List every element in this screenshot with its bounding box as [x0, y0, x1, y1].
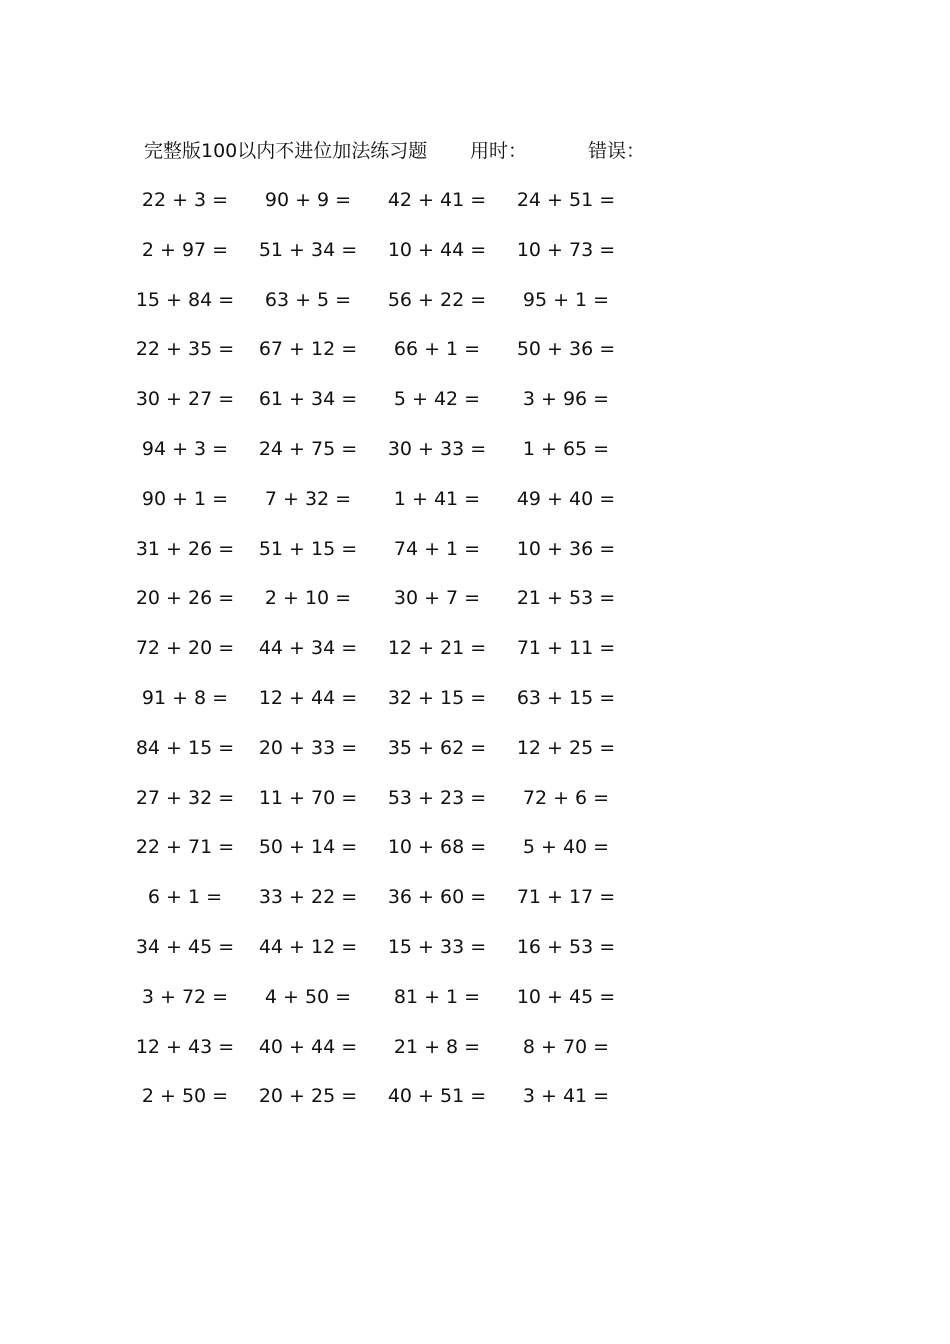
addition-problem: 44 + 12 =: [258, 935, 358, 958]
error-label: 错误：: [588, 140, 646, 162]
addition-problem: 8 + 70 =: [522, 1035, 610, 1058]
addition-problem: 84 + 15 =: [135, 736, 235, 759]
addition-problem: 12 + 21 =: [387, 637, 487, 660]
addition-problem: 5 + 42 =: [393, 388, 481, 411]
addition-problem: 22 + 3 =: [141, 189, 229, 211]
worksheet-header: [144, 136, 744, 166]
problem-grid: [130, 185, 650, 1131]
addition-problem: 22 + 71 =: [135, 836, 235, 859]
addition-problem: 24 + 75 =: [258, 437, 358, 460]
addition-problem: 90 + 9 =: [264, 189, 352, 211]
addition-problem: 11 + 70 =: [258, 786, 358, 809]
addition-problem: 42 + 41 =: [387, 189, 487, 211]
addition-problem: 6 + 1 =: [147, 886, 223, 909]
addition-problem: 7 + 32 =: [264, 487, 352, 510]
addition-problem: 49 + 40 =: [516, 487, 616, 510]
problem-row: [130, 1032, 650, 1082]
addition-problem: 66 + 1 =: [393, 338, 481, 361]
addition-problem: 53 + 23 =: [387, 786, 487, 809]
addition-problem: 51 + 34 =: [258, 238, 358, 261]
worksheet-title: 完整版100以内不进位加法练习题: [144, 140, 428, 162]
problem-row: [130, 235, 650, 285]
addition-problem: 74 + 1 =: [393, 537, 481, 560]
problem-row: [130, 534, 650, 584]
addition-problem: 36 + 60 =: [387, 886, 487, 909]
addition-problem: 94 + 3 =: [141, 437, 229, 460]
problem-row: [130, 633, 650, 683]
addition-problem: 81 + 1 =: [393, 985, 481, 1008]
addition-problem: 30 + 27 =: [135, 388, 235, 411]
problem-row: [130, 185, 650, 235]
addition-problem: 32 + 15 =: [387, 686, 487, 709]
addition-problem: 15 + 84 =: [135, 288, 235, 311]
problem-row: [130, 832, 650, 882]
addition-problem: 61 + 34 =: [258, 388, 358, 411]
addition-problem: 30 + 7 =: [393, 587, 481, 610]
addition-problem: 5 + 40 =: [522, 836, 610, 859]
problem-row: [130, 932, 650, 982]
addition-problem: 3 + 72 =: [141, 985, 229, 1008]
addition-problem: 50 + 36 =: [516, 338, 616, 361]
addition-problem: 71 + 11 =: [516, 637, 616, 660]
problem-row: [130, 982, 650, 1032]
addition-problem: 1 + 65 =: [522, 437, 610, 460]
addition-problem: 27 + 32 =: [135, 786, 235, 809]
addition-problem: 67 + 12 =: [258, 338, 358, 361]
addition-problem: 20 + 25 =: [258, 1085, 358, 1108]
problem-row: [130, 882, 650, 932]
addition-problem: 50 + 14 =: [258, 836, 358, 859]
problem-row: [130, 783, 650, 833]
addition-problem: 10 + 36 =: [516, 537, 616, 560]
problem-row: [130, 583, 650, 633]
addition-problem: 16 + 53 =: [516, 935, 616, 958]
addition-problem: 4 + 50 =: [264, 985, 352, 1008]
addition-problem: 95 + 1 =: [522, 288, 610, 311]
addition-problem: 2 + 10 =: [264, 587, 352, 610]
addition-problem: 10 + 73 =: [516, 238, 616, 261]
problem-row: [130, 484, 650, 534]
addition-problem: 35 + 62 =: [387, 736, 487, 759]
addition-problem: 34 + 45 =: [135, 935, 235, 958]
addition-problem: 12 + 25 =: [516, 736, 616, 759]
addition-problem: 2 + 50 =: [141, 1085, 229, 1108]
problem-row: [130, 1081, 650, 1131]
addition-problem: 10 + 68 =: [387, 836, 487, 859]
addition-problem: 12 + 43 =: [135, 1035, 235, 1058]
addition-problem: 31 + 26 =: [135, 537, 235, 560]
addition-problem: 40 + 44 =: [258, 1035, 358, 1058]
addition-problem: 10 + 45 =: [516, 985, 616, 1008]
addition-problem: 22 + 35 =: [135, 338, 235, 361]
addition-problem: 1 + 41 =: [393, 487, 481, 510]
addition-problem: 10 + 44 =: [387, 238, 487, 261]
addition-problem: 63 + 5 =: [264, 288, 352, 311]
addition-problem: 12 + 44 =: [258, 686, 358, 709]
addition-problem: 72 + 6 =: [522, 786, 610, 809]
time-label: 用时：: [470, 140, 528, 162]
problem-row: [130, 434, 650, 484]
addition-problem: 3 + 96 =: [522, 388, 610, 411]
addition-problem: 90 + 1 =: [141, 487, 229, 510]
addition-problem: 15 + 33 =: [387, 935, 487, 958]
addition-problem: 71 + 17 =: [516, 886, 616, 909]
addition-problem: 20 + 33 =: [258, 736, 358, 759]
addition-problem: 91 + 8 =: [141, 686, 229, 709]
addition-problem: 56 + 22 =: [387, 288, 487, 311]
addition-problem: 24 + 51 =: [516, 189, 616, 211]
addition-problem: 40 + 51 =: [387, 1085, 487, 1108]
addition-problem: 3 + 41 =: [522, 1085, 610, 1108]
addition-problem: 21 + 53 =: [516, 587, 616, 610]
addition-problem: 30 + 33 =: [387, 437, 487, 460]
addition-problem: 63 + 15 =: [516, 686, 616, 709]
addition-problem: 72 + 20 =: [135, 637, 235, 660]
addition-problem: 44 + 34 =: [258, 637, 358, 660]
addition-problem: 2 + 97 =: [141, 238, 229, 261]
addition-problem: 33 + 22 =: [258, 886, 358, 909]
problem-row: [130, 733, 650, 783]
problem-row: [130, 683, 650, 733]
addition-problem: 51 + 15 =: [258, 537, 358, 560]
addition-problem: 21 + 8 =: [393, 1035, 481, 1058]
problem-row: [130, 285, 650, 335]
addition-problem: 20 + 26 =: [135, 587, 235, 610]
problem-row: [130, 334, 650, 384]
problem-row: [130, 384, 650, 434]
